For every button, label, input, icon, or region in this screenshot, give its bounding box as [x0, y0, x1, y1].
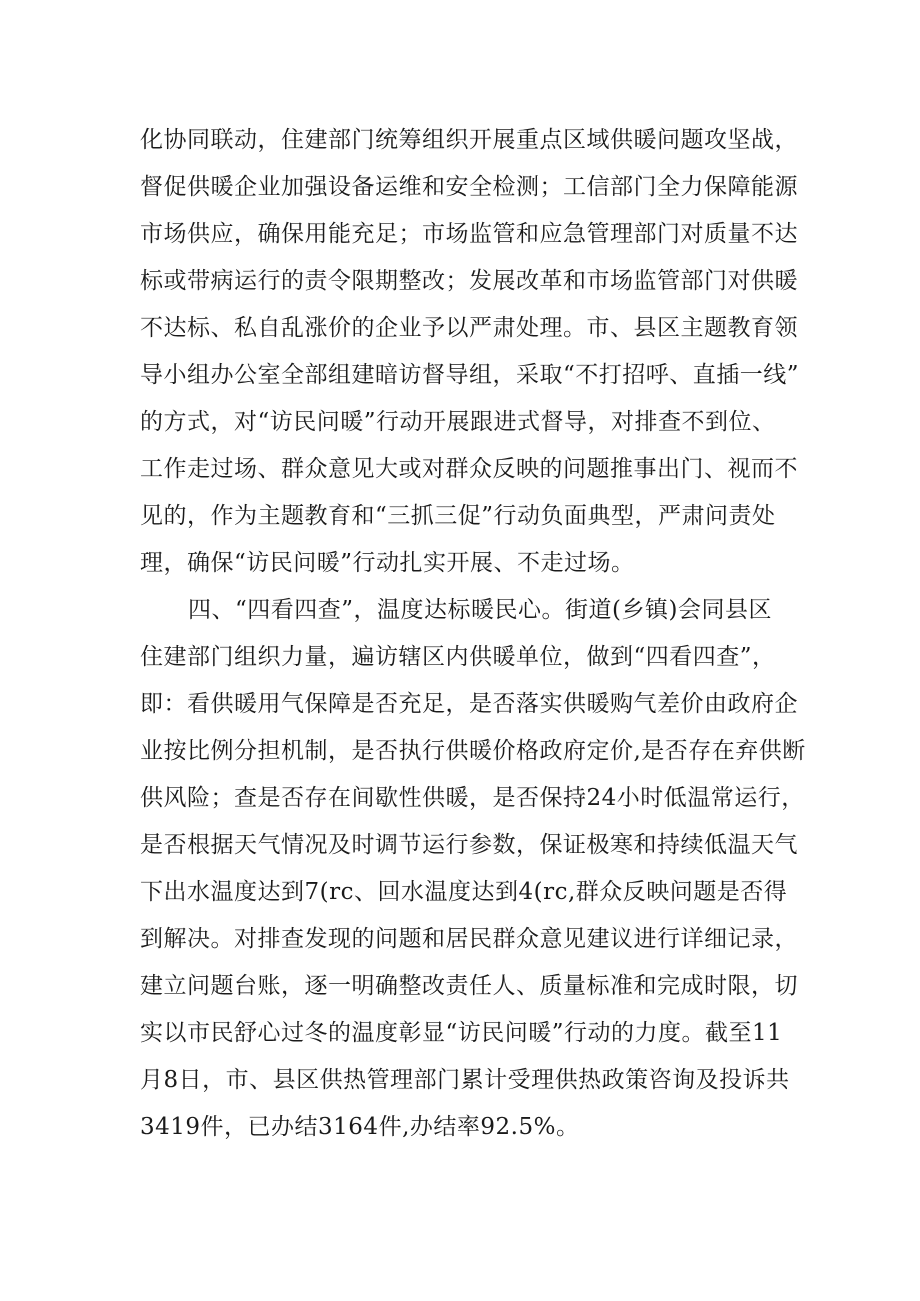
- text-line: 的方式，对“访民问暖”行动开展跟进式督导，对排查不到位、: [140, 409, 776, 435]
- text-line: 业按比例分担机制，是否执行供暖价格政府定价,是否存在弃供断: [140, 738, 806, 764]
- text-line: 见的，作为主题教育和“三抓三促”行动负面典型，严肃问责处: [140, 503, 776, 529]
- text-line: 是否根据天气情况及时调节运行参数，保证极寒和持续低温天气: [140, 832, 798, 858]
- text-line: 化协同联动，住建部门统筹组织开展重点区域供暖问题攻坚战，: [140, 127, 798, 153]
- text-line: 工作走过场、群众意见大或对群众反映的问题推事出门、视而不: [140, 456, 798, 482]
- text-line: 不达标、私自乱涨价的企业予以严肃处理。市、县区主题教育领: [140, 315, 798, 341]
- text-line: 到解决。对排查发现的问题和居民群众意见建议进行详细记录，: [140, 926, 798, 952]
- text-line: 实以市民舒心过冬的温度彰显“访民问暖”行动的力度。截至11: [140, 1020, 783, 1046]
- text-line: 下出水温度达到7(rc、回水温度达到4(rc,群众反映问题是否得: [140, 879, 788, 905]
- text-line: 建立问题台账，逐一明确整改责任人、质量标准和完成时限，切: [140, 973, 798, 999]
- text-line: 标或带病运行的责令限期整改；发展改革和市场监管部门对供暖: [140, 268, 798, 294]
- text-line: 督促供暖企业加强设备运维和安全检测；工信部门全力保障能源: [140, 174, 798, 200]
- section-heading-line: 四、“四看四查”，温度达标暖民心。街道(乡镇)会同县区: [188, 597, 772, 623]
- text-line: 市场供应，确保用能充足；市场监管和应急管理部门对质量不达: [140, 221, 798, 247]
- text-line: 即：看供暖用气保障是否充足，是否落实供暖购气差价由政府企: [140, 691, 798, 717]
- text-line: 供风险；查是否存在间歇性供暖，是否保持24小时低温常运行，: [140, 785, 805, 811]
- text-line: 导小组办公室全部组建暗访督导组，采取“不打招呼、直插一线”: [140, 362, 800, 388]
- text-line: 3419件，已办结3164件,办结率92.5%。: [140, 1114, 580, 1140]
- text-line: 住建部门组织力量，遍访辖区内供暖单位，做到“四看四查”，: [140, 644, 776, 670]
- text-line: 理，确保“访民问暖”行动扎实开展、不走过场。: [140, 550, 635, 576]
- text-line: 月8日，市、县区供热管理部门累计受理供热政策咨询及投诉共: [140, 1067, 790, 1093]
